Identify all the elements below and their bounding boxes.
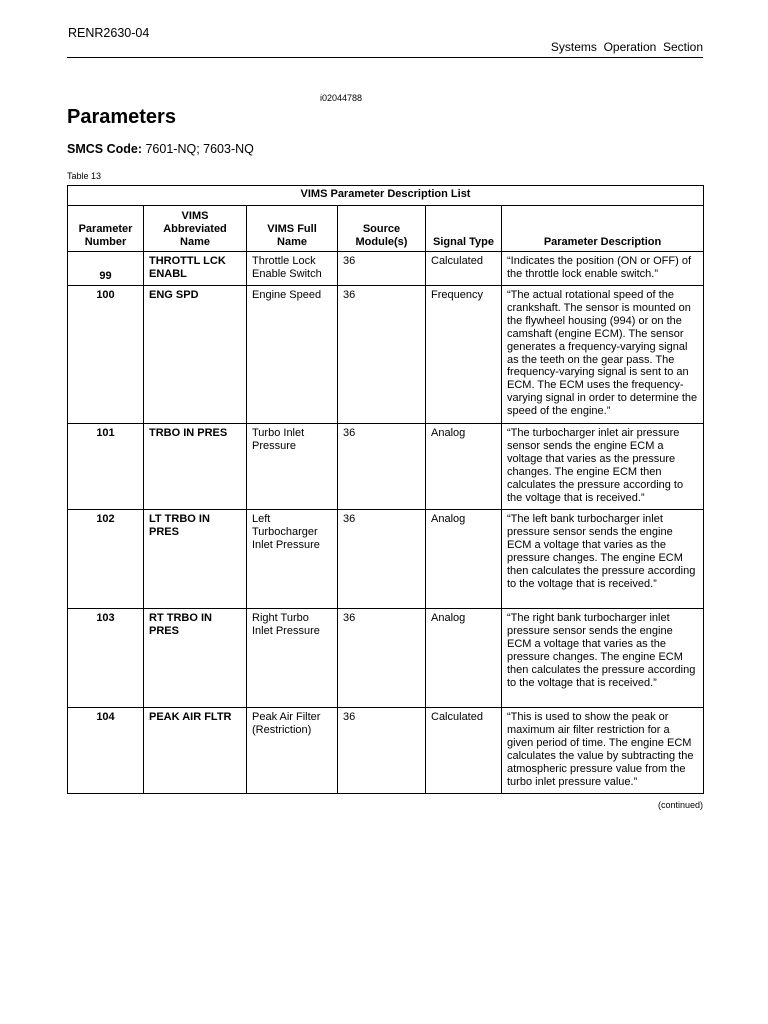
header-source-modules: Source Module(s) — [338, 206, 426, 252]
source-module: 36 — [338, 252, 426, 286]
smcs-code — [67, 142, 254, 156]
smcs-label: SMCS Code: — [67, 142, 142, 156]
reference-id: i02044788 — [320, 93, 363, 103]
parameter-number: 102 — [68, 510, 144, 609]
abbreviated-name: LT TRBO IN PRES — [144, 510, 247, 609]
page-title: Parameters — [67, 106, 176, 128]
parameter-number: 103 — [68, 609, 144, 708]
section-title: Systems Operation Section — [550, 40, 703, 54]
parameter-number: 101 — [68, 424, 144, 510]
full-name: Engine Speed — [247, 286, 338, 424]
full-name: Right Turbo Inlet Pressure — [247, 609, 338, 708]
parameter-description: “The turbocharger inlet air pressure sensor sends the engine ECM a voltage that varies as the pressure changes. The engine ECM then calculates the pressure according to the voltage that is received.” — [502, 424, 704, 510]
table-row — [68, 708, 704, 794]
parameter-description: “The right bank turbocharger inlet pressure sensor sends the engine ECM a voltage that varies as the pressure changes. The engine ECM then calculates the pressure according to the voltage that is received.” — [502, 609, 704, 708]
abbreviated-name: TRBO IN PRES — [144, 424, 247, 510]
signal-type: Analog — [426, 510, 502, 609]
table-header-row — [68, 206, 704, 252]
smcs-value: 7601-NQ; 7603-NQ — [145, 142, 254, 156]
header-abbreviated-name: VIMS Abbreviated Name — [144, 206, 247, 252]
table-row — [68, 609, 704, 708]
abbreviated-name: ENG SPD — [144, 286, 247, 424]
header-parameter-number: Parameter Number — [68, 206, 144, 252]
header-signal-type: Signal Type — [426, 206, 502, 252]
table-label: Table 13 — [67, 171, 102, 181]
parameter-description: “The actual rotational speed of the crankshaft. The sensor is mounted on the flywheel housing (994) or on the camshaft (engine ECM). The sensor generates a frequency-varying signal as the teeth on the gear pass. The frequency-varying signal is sent to an ECM. The ECM uses the frequency-varying signal in order to determine the speed of the engine.” — [502, 286, 704, 424]
table-row — [68, 510, 704, 609]
table-row — [68, 424, 704, 510]
header-rule — [67, 57, 703, 58]
full-name: Left Turbocharger Inlet Pressure — [247, 510, 338, 609]
abbreviated-name: RT TRBO IN PRES — [144, 609, 247, 708]
parameter-description: “This is used to show the peak or maximum air filter restriction for a given period of time. The engine ECM calculates the value by subtracting the atmospheric pressure value from the turbo inlet pressure value.” — [502, 708, 704, 794]
signal-type: Analog — [426, 424, 502, 510]
full-name: Throttle Lock Enable Switch — [247, 252, 338, 286]
parameter-number: 99 — [68, 252, 144, 286]
continued-note: (continued) — [657, 800, 703, 810]
signal-type: Frequency — [426, 286, 502, 424]
signal-type: Analog — [426, 609, 502, 708]
parameter-number: 104 — [68, 708, 144, 794]
table-caption: VIMS Parameter Description List — [68, 186, 704, 206]
table-row — [68, 286, 704, 424]
header-parameter-description: Parameter Description — [502, 206, 704, 252]
signal-type: Calculated — [426, 708, 502, 794]
source-module: 36 — [338, 424, 426, 510]
header-full-name: VIMS Full Name — [247, 206, 338, 252]
signal-type: Calculated — [426, 252, 502, 286]
full-name: Turbo Inlet Pressure — [247, 424, 338, 510]
source-module: 36 — [338, 510, 426, 609]
abbreviated-name: THROTTL LCK ENABL — [144, 252, 247, 286]
abbreviated-name: PEAK AIR FLTR — [144, 708, 247, 794]
source-module: 36 — [338, 708, 426, 794]
parameter-description: “The left bank turbocharger inlet pressure sensor sends the engine ECM a voltage that varies as the pressure changes. The engine ECM then calculates the pressure according to the voltage that is received.” — [502, 510, 704, 609]
parameter-table — [67, 185, 704, 794]
source-module: 36 — [338, 609, 426, 708]
parameter-number: 100 — [68, 286, 144, 424]
document-id: RENR2630-04 — [68, 26, 150, 40]
source-module: 36 — [338, 286, 426, 424]
table-row — [68, 252, 704, 286]
full-name: Peak Air Filter (Restriction) — [247, 708, 338, 794]
parameter-description: “Indicates the position (ON or OFF) of the throttle lock enable switch.” — [502, 252, 704, 286]
